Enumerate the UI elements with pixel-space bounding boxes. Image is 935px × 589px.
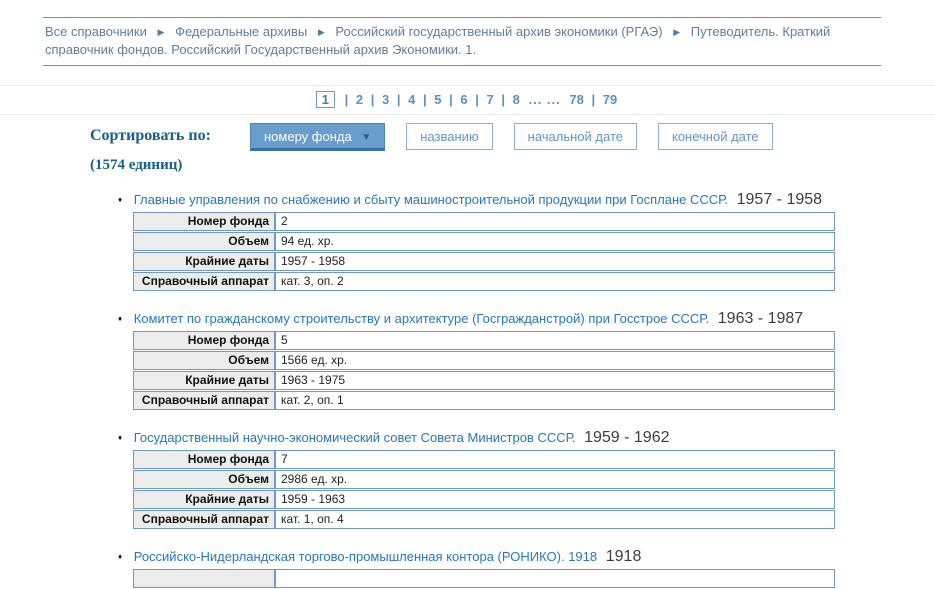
field-value: 2986 ед. хр. (275, 470, 835, 489)
pagination-page-79[interactable]: 79 (602, 92, 618, 107)
list-item (118, 430, 935, 530)
page (0, 17, 935, 565)
bullet-icon: ♦ (118, 552, 123, 561)
divider (0, 114, 935, 115)
list-item (118, 192, 935, 292)
pagination-current-page: 1 (316, 91, 335, 108)
list-item (118, 549, 935, 589)
fond-title-row (118, 192, 935, 208)
field-value: кат. 1, оп. 4 (275, 510, 835, 529)
table-row (133, 510, 835, 529)
sort-button-start-date[interactable]: начальной дате (514, 123, 637, 150)
field-label: Объем (133, 232, 275, 251)
pagination-separator: | (370, 92, 375, 107)
fond-title-row (118, 549, 935, 565)
pagination-separator: | (449, 92, 453, 107)
table-row (133, 569, 835, 588)
sort-button-end-date[interactable]: конечной дате (658, 123, 773, 150)
pagination-page-4[interactable]: 4 (408, 92, 416, 107)
bullet-icon: ♦ (118, 195, 123, 204)
field-value: кат. 3, оп. 2 (275, 272, 835, 291)
breadcrumb-separator-icon: ▶ (317, 27, 325, 37)
fond-dates: 1963 - 1987 (717, 310, 804, 327)
list-item (118, 311, 935, 411)
pagination-page-3[interactable]: 3 (382, 92, 390, 107)
pagination-page-7[interactable]: 7 (486, 92, 494, 107)
fond-table (133, 211, 835, 292)
table-row (133, 470, 835, 489)
table-row (133, 351, 835, 370)
sort-controls (90, 123, 935, 151)
field-value: 7 (275, 450, 835, 469)
table-row (133, 490, 835, 509)
pagination (0, 86, 935, 114)
field-value: 1959 - 1963 (275, 490, 835, 509)
breadcrumb-link-all-directories[interactable]: Все справочники (45, 24, 147, 39)
fond-dates: 1957 - 1958 (736, 191, 823, 208)
breadcrumb (43, 17, 881, 66)
fond-title-link[interactable]: Российско-Нидерландская торгово-промышленная контора (РОНИКО). 1918 (133, 549, 598, 564)
table-row (133, 232, 835, 251)
table-row (133, 272, 835, 291)
pagination-separator: | (422, 92, 427, 107)
field-label (133, 569, 275, 588)
bullet-icon: ♦ (118, 433, 123, 442)
field-label: Объем (133, 351, 275, 370)
field-label: Крайние даты (133, 371, 275, 390)
pagination-ellipsis: ... ... (528, 92, 561, 107)
pagination-page-5[interactable]: 5 (434, 92, 442, 107)
breadcrumb-separator-icon: ▶ (673, 27, 681, 37)
sort-label: Сортировать по: (90, 127, 211, 144)
field-value: 5 (275, 331, 835, 350)
field-value: 1566 ед. хр. (275, 351, 835, 370)
fond-dates: 1918 (605, 548, 642, 565)
breadcrumb-link-rgae[interactable]: Российский государственный архив экономики (РГАЭ) (335, 24, 663, 39)
pagination-separator: | (591, 92, 596, 107)
field-value: 2 (275, 212, 835, 231)
field-value (275, 569, 835, 588)
fond-list (0, 192, 935, 589)
fond-dates: 1959 - 1962 (584, 429, 670, 446)
fond-title-link[interactable]: Государственный научно-экономический совет Совета Министров СССР. (133, 430, 576, 445)
field-label: Номер фонда (133, 212, 275, 231)
results-count: (1574 единиц) (90, 157, 183, 173)
pagination-separator: | (501, 92, 505, 107)
field-value: кат. 2, оп. 1 (275, 391, 835, 410)
breadcrumb-link-guide[interactable]: Путеводитель. Краткий справочник фондов. Российский Государственный архив Экономики. 1. (45, 24, 831, 57)
field-label: Справочный аппарат (133, 510, 275, 529)
table-row (133, 371, 835, 390)
table-row (133, 450, 835, 469)
field-label: Справочный аппарат (133, 391, 275, 410)
sort-button-fond-number[interactable] (250, 123, 385, 151)
breadcrumb-link-federal-archives[interactable]: Федеральные архивы (175, 24, 308, 39)
field-label: Объем (133, 470, 275, 489)
sort-button-name[interactable]: названию (406, 123, 492, 150)
pagination-separator: | (396, 92, 401, 107)
pagination-page-8[interactable]: 8 (512, 92, 520, 107)
pagination-separator: | (475, 92, 479, 107)
field-label: Номер фонда (133, 450, 275, 469)
fond-title-link[interactable]: Комитет по гражданскому строительству и архитектуре (Госгражданстрой) при Госстрое СССР. (133, 311, 710, 326)
table-row (133, 252, 835, 271)
bullet-icon: ♦ (118, 314, 123, 323)
field-label: Номер фонда (133, 331, 275, 350)
fond-title-link[interactable]: Главные управления по снабжению и сбыту машиностроительной продукции при Госплане СССР. (133, 192, 728, 207)
pagination-page-6[interactable]: 6 (460, 92, 468, 107)
fond-title-row (118, 311, 935, 327)
breadcrumb-separator-icon: ▶ (157, 27, 165, 37)
table-row (133, 391, 835, 410)
fond-title-row (118, 430, 935, 446)
field-label: Крайние даты (133, 252, 275, 271)
pagination-separator: | (344, 92, 349, 107)
fond-table (133, 330, 835, 411)
fond-table (133, 449, 835, 530)
table-row (133, 331, 835, 350)
pagination-page-2[interactable]: 2 (355, 92, 364, 107)
field-value: 1963 - 1975 (275, 371, 835, 390)
chevron-down-icon: ▼ (361, 132, 372, 143)
field-label: Крайние даты (133, 490, 275, 509)
table-row (133, 212, 835, 231)
sort-button-label: номеру фонда (264, 129, 352, 144)
field-value: 1957 - 1958 (275, 252, 835, 271)
pagination-page-78[interactable]: 78 (569, 92, 584, 107)
field-label: Справочный аппарат (133, 272, 275, 291)
fond-table (133, 568, 835, 589)
field-value: 94 ед. хр. (275, 232, 835, 251)
